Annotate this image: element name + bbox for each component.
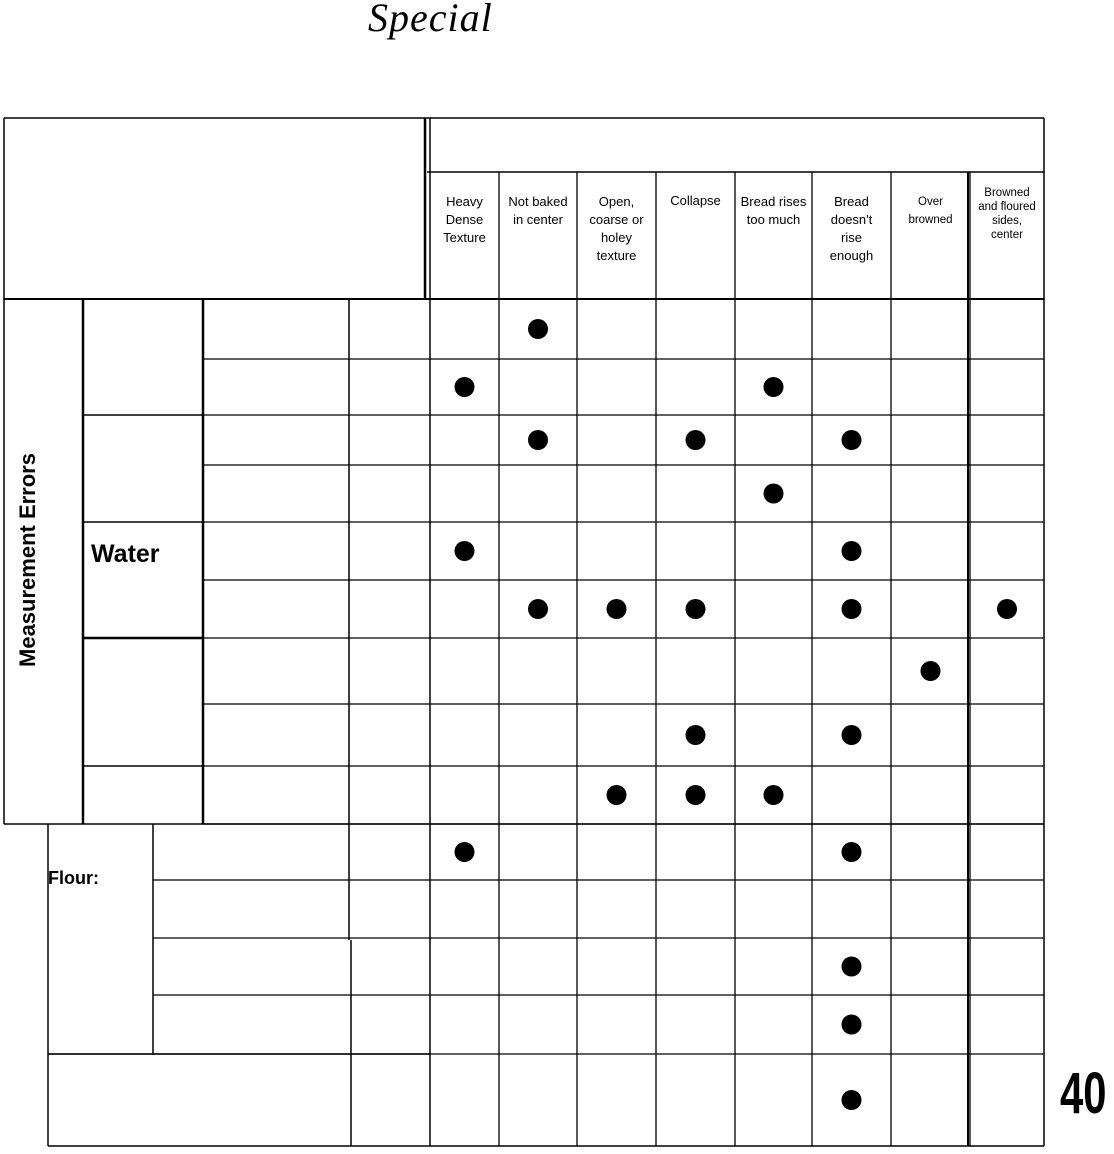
column-header: Bread rises too much: [740, 194, 807, 227]
indicator-dot: [842, 1090, 862, 1110]
indicator-dot: [842, 725, 862, 745]
indicator-dot: [921, 661, 941, 681]
flour-label: Flour:: [48, 868, 99, 888]
indicator-dot: [455, 541, 475, 561]
indicator-dot: [764, 484, 784, 504]
page-number: 40: [1060, 1061, 1107, 1126]
indicator-dot: [764, 377, 784, 397]
indicator-dot: [842, 1015, 862, 1035]
indicator-dot: [455, 377, 475, 397]
indicator-dot: [528, 430, 548, 450]
indicator-dot: [686, 430, 706, 450]
measurement-errors-label: Measurement Errors: [15, 453, 40, 667]
indicator-dot: [528, 599, 548, 619]
indicator-dot: [842, 430, 862, 450]
page-title: Special: [368, 0, 493, 40]
indicator-dot: [997, 599, 1017, 619]
column-header: Open, coarse or holey texture: [589, 194, 644, 263]
water-label: Water: [91, 540, 160, 568]
indicator-dot: [686, 599, 706, 619]
indicator-dot: [607, 785, 627, 805]
indicator-dot: [455, 842, 475, 862]
indicator-dot: [528, 319, 548, 339]
column-header: Heavy Dense Texture: [443, 194, 486, 245]
indicator-dot: [607, 599, 627, 619]
indicator-dot: [842, 599, 862, 619]
indicator-dot: [764, 785, 784, 805]
indicator-dot: [842, 842, 862, 862]
indicator-dot: [842, 957, 862, 977]
column-header: Over browned: [908, 196, 953, 226]
indicator-dot: [686, 785, 706, 805]
column-header: Browned and floured sides, center: [978, 187, 1036, 241]
indicator-dot: [842, 541, 862, 561]
indicator-dot: [686, 725, 706, 745]
column-header: Not baked in center: [508, 194, 568, 227]
column-header: Bread doesn't rise enough: [829, 194, 874, 263]
column-header: Collapse: [670, 193, 721, 208]
